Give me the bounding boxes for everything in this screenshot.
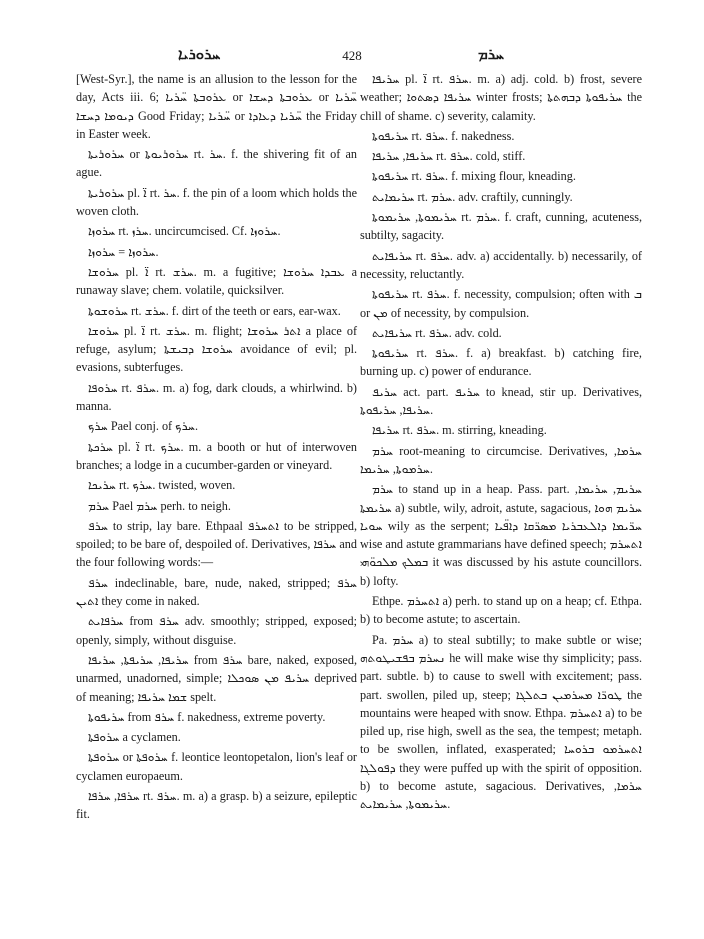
- dictionary-entry: ܚܪܘܦܬܐ a cyclamen.: [88, 730, 181, 745]
- dictionary-entry: ܚܪܝܡܘܬܐ, ܚܪܝܡܘܬܐ rt. ܚܪܡ. f. craft, cunning, acuteness, subtilty, sagacity.: [360, 210, 642, 243]
- dictionary-entry: ܚܪܦ indeclinable, bare, nude, naked, stripped; ܚܪܦ ܐܬܝܢ they come in naked.: [76, 575, 357, 609]
- dictionary-entry: ܚܪܦ to strip, lay bare. Ethpaal ܐܬܚܪܦ to be stripped, spoiled; to be bare of, despoiled of. Derivatives, ܚܪܦܐ and the four following words:—: [76, 518, 358, 570]
- dictionary-entry: ܚܪܝܦܐ, ܚܪܝܦܐ rt. ܚܪܦ. cold, stiff.: [372, 149, 526, 164]
- dictionary-entry: Pa. ܚܪܡ a) to steal subtilly; to make subtle or wise; ܢܚܪܡ ܒܦܫܝܛܘܬܗ he will make wise thy simplicity; pass. part. subtle. b) to cause to swell with excitement; pass. part. swollen, piled up, steep; ܛܘܪ̈ܐ ܡܚܪܡܝܢ ܒܬܠܓܐ the mountains were heaped with snow. Ethpa. ܐܬܚܪܡ a) to be piled up, rise high, swell as the sea, the tempest; metaph. to be swollen, inflated, exasperated; ܐܬܚܪܡܘ ܒܪܘܚܐ ܕܦܘܠܓܐ they were puffed up with the spirit of opposition. b) to become astute, sagacious. Derivatives, ܚܪܡܐ, ܚܪܝܡܘܬܐ, ܚܪܝܡܐܝܬ.: [360, 632, 643, 812]
- dictionary-entry: ܚܪܝܦܐܝܬ rt. ܚܪܦ. adv. cold.: [372, 325, 502, 340]
- dictionary-entry: Ethpe. ܐܬܚܪܡ a) perh. to stand up on a heap; cf. Ethpa. b) to become astute; to ascertain.: [360, 594, 642, 627]
- dictionary-entry: ܚܪܡ to stand up in a heap. Pass. part. ܚܪܝܡ, ܚܪܝܡܐ, ܚܪܝܡܬܐ a) subtle, wily, adroit, astute, sagacious, ܚܪܝܡ ܗܘܐ ܚܘܝܐ wily as the serpent; ܚܪ̈ܝܡܐ ܕܐܠܥܒܪܝܐ ܡܣܪ̈ܩܐ ܕܐܦ̈ܝܐ wise and astute grammarians have defined speech; ܐܬܚܪܡ ܒܡܠܟ ܡܠܟܘ̈ܗܝ it was discussed by his astute councillors. b) lofty.: [360, 482, 642, 588]
- dictionary-entry: ܚܪܝܡܐܝܬ rt. ܚܪܡ. adv. craftily, cunningly.: [372, 189, 573, 204]
- dictionary-entry: ܚܪܘܦܬܐ or ܚܪܘܦܬܐ f. leontice leontopetalon, lion's leaf or cyclamen europaeum.: [76, 750, 357, 783]
- right-column: [360, 70, 642, 816]
- dictionary-entry: ܚܪܘܫܘܬܐ rt. ܚܪܫ. f. dirt of the teeth or ears, ear-wax.: [88, 303, 341, 318]
- dictionary-entry: [West-Syr.], the name is an allusion to the lesson for the day, Acts iii. 6; ܥܪܘܒܬܐ ܚ̈ܪܝܐ or ܥܪܘܒܬܐ ܕܚܫܐ or ܚ̈ܪܝܐ ܕܝܘܡܐ ܕܚܫܐ Good Friday; ܚ̈ܪܝܐ or ܚ̈ܪܝܐ ܕܥܐܕܐ the Friday in Easter week.: [76, 72, 357, 141]
- dictionary-entry: ܚܪܝܦܘܬܐ rt. ܚܪܦ. f. nakedness.: [372, 128, 515, 143]
- dictionary-entry: ܚܪܦܐܝܬ from ܚܪܦ adv. smoothly; stripped, exposed; openly, simply, without disguise.: [76, 614, 357, 647]
- dictionary-entry: ܚܪܘܙܐ = ܚܪܘܙܐ.: [88, 244, 159, 259]
- dictionary-entry: ܚܪܝܦܐ pl. ܐ̈ rt. ܚܪܦ. m. a) adj. cold. b) frost, severe weather; ܚܪܝܦܐ ܕܣܬܘܐ winter frosts; ܚܪܝܦܘܬܐ ܕܒܗܬܬܐ the chill of shame. c) severity, calamity.: [360, 72, 643, 123]
- dictionary-entry: ܚܪܝܦܐ rt. ܚܪܦ. m. stirring, kneading.: [372, 423, 547, 438]
- dictionary-entry: ܚܪܝܦܘܬܐ rt. ܚܪܦ. f. necessity, compulsion; often with ܒ or ܡܢ of necessity, by compulsion.: [360, 287, 642, 320]
- dictionary-entry: ܚܪܝܦ act. part. ܚܪܝܦ to knead, stir up. Derivatives, ܚܪܝܦܐ, ܚܪܝܦܘܬܐ.: [360, 384, 642, 418]
- dictionary-entry: ܚܪܘܙܐ rt. ܚܪܙ. uncircumcised. Cf. ܚܪܘܙܐ.: [88, 224, 281, 239]
- dictionary-entry: ܚܪܘܫܐ pl. ܐ̈ rt. ܚܪܫ. m. a fugitive; ܥܒܕܐ ܚܪܘܫܐ a runaway slave; chem. volatile, quicksilver.: [76, 264, 357, 298]
- running-head-right: ܚܪܡ: [478, 47, 505, 63]
- dictionary-entry: ܚܪܘܦܐ rt. ܚܪܦ. m. a) fog, dark clouds, a whirlwind. b) manna.: [76, 380, 357, 414]
- dictionary-entry: ܚܪܝܦܐܝܬ rt. ܚܪܦ. adv. a) accidentally. b) necessarily, of necessity, reluctantly.: [360, 248, 642, 281]
- dictionary-entry: ܚܪܘܪܝܬܐ or ܚܪܘܪܝܘܬܐ rt. ܚܪ. f. the shivering fit of an ague.: [76, 147, 357, 180]
- left-column: [76, 70, 357, 826]
- dictionary-entry: ܚܪܟܬܐ pl. ܐ̈ rt. ܚܪܟ. m. a booth or hut of interwoven branches; a lodge in a cucumber-garden or vineyard.: [76, 439, 357, 472]
- dictionary-entry: ܚܪܝܦܐ, ܚܪܝܦܬܐ, ܚܪܝܦܐ from ܚܪܦ bare, naked, exposed, unarmed, unadorned, simple; ܚܪܝܦ ܡܢ ܣܘܟܠܐ deprived of meaning; ܫܡܐ ܚܪܝܦܐ spelt.: [76, 652, 357, 704]
- dictionary-entry: ܚܪܘܪܝܬܐ pl. ܐ̈ rt. ܚܪ. f. the pin of a loom which holds the woven cloth.: [76, 185, 357, 219]
- page-number: 428: [342, 48, 362, 63]
- dictionary-entry: ܚܪܘܫܐ pl. ܐ̈ rt. ܚܪܫ. m. flight; ܐܬܪ ܚܪܘܫܐ a place of refuge, asylum; ܚܪܘܫܐ ܕܒܝܫܬܐ avoidance of evil; pl. evasions, subterfuges.: [76, 323, 358, 375]
- dictionary-entry: ܚܪܝܦܘܬܐ from ܚܪܦ f. nakedness, extreme poverty.: [88, 709, 326, 724]
- dictionary-entry: ܚܪܡ root-meaning to circumcise. Derivatives, ܚܪܡܐ, ܚܪܡܘܬܐ, ܚܪܝܡܐ.: [360, 443, 642, 476]
- dictionary-entry: ܚܪܟ Pael conj. of ܚܪܟ.: [88, 419, 198, 434]
- dictionary-entry: ܚܪܝܦܘܬܐ rt. ܚܪܦ. f. mixing flour, kneading.: [372, 169, 576, 184]
- dictionary-entry: ܚܪܝܟܐ rt. ܚܪܟ. twisted, woven.: [88, 478, 236, 493]
- dictionary-entry: ܚܪܦܐ, ܚܪܦܐ rt. ܚܪܦ. m. a) a grasp. b) a seizure, epileptic fit.: [76, 788, 357, 822]
- dictionary-entry: ܚܪܡ Pael ܚܪܡ perh. to neigh.: [88, 498, 231, 513]
- dictionary-entry: ܚܪܝܦܘܬܐ rt. ܚܪܦ. f. a) breakfast. b) catching fire, burning up. c) power of endurance.: [360, 346, 642, 379]
- running-head-left: ܚܪܘܪܝܐ: [178, 47, 221, 63]
